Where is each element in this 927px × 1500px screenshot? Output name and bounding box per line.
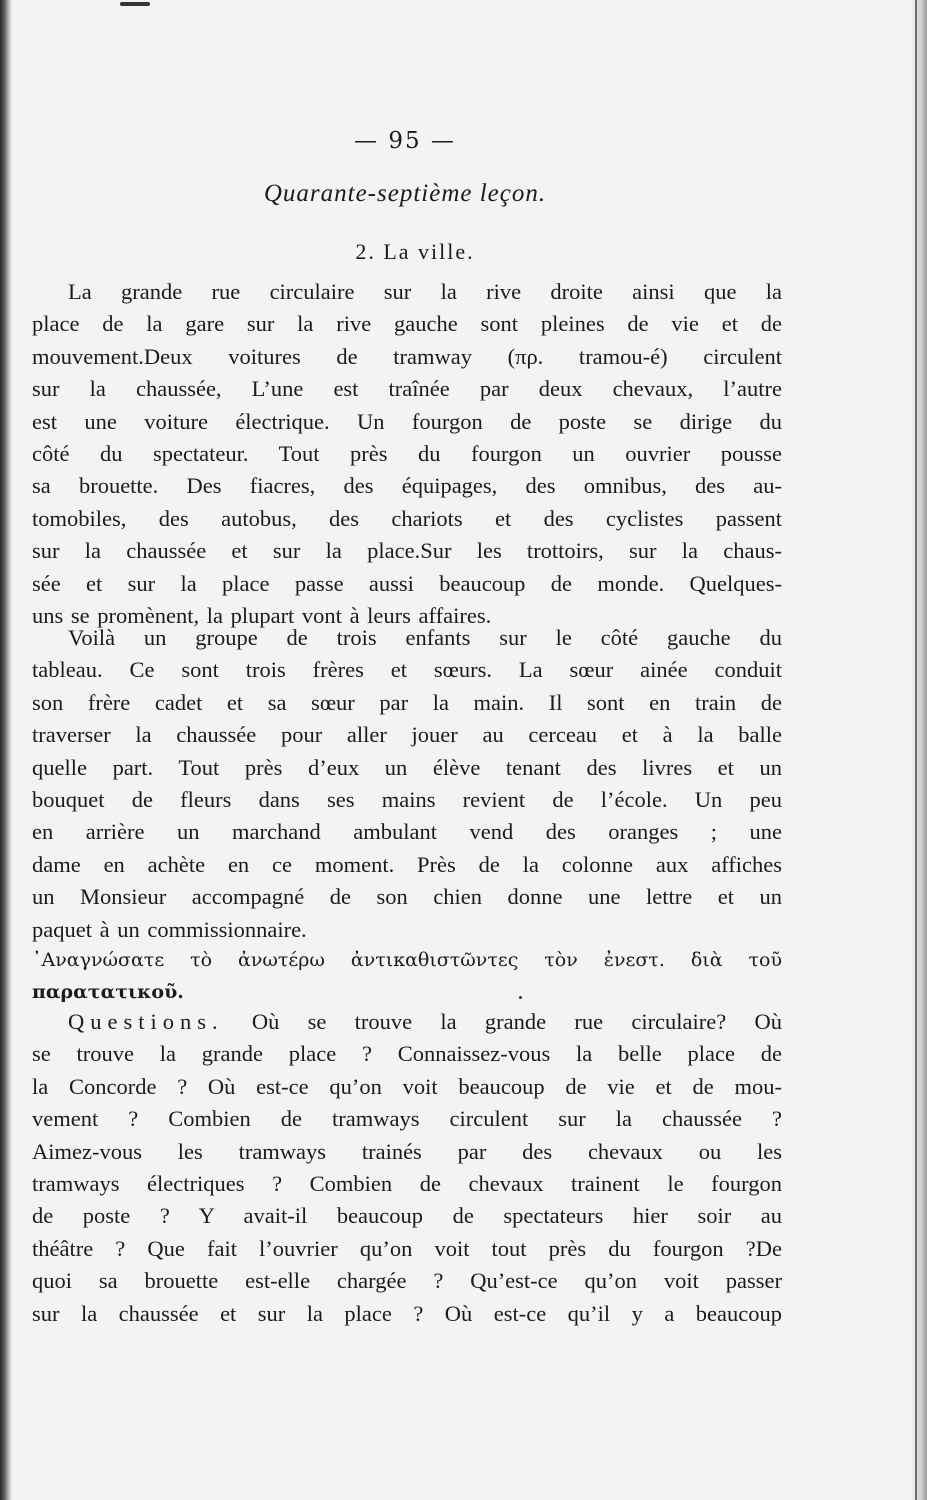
text-line: quoi sa brouette est-elle chargée ? Qu’est-ce qu’on voit passer [32, 1268, 782, 1294]
paragraph-city-description [32, 276, 782, 632]
text-line: sée et sur la place passe aussi beaucoup de monde. Quelques- [32, 570, 782, 596]
greek-line: παρατατικοῦ. [32, 981, 184, 1004]
greek-line: ᾿Αναγνώσατε τὸ ἀνωτέρω ἀντικαθιστῶντες τὸν ἐνεστ. διὰ τοῦ [32, 949, 782, 971]
questions-first-line [32, 1006, 782, 1038]
text-line: un Monsieur accompagné de son chien donne une lettre et un [32, 884, 782, 910]
text-line: place de la gare sur la rive gauche sont pleines de vie et de [32, 311, 782, 337]
text-line: dame en achète en ce moment. Près de la colonne aux affiches [32, 851, 782, 877]
text-line: traverser la chaussée pour aller jouer au cerceau et à la balle [32, 722, 782, 748]
text-line: quelle part. Tout près d’eux un élève tenant des livres et un [32, 754, 782, 780]
page-binding-shadow [0, 0, 12, 1500]
text-line: côté du spectateur. Tout près du fourgon un ouvrier pousse [32, 440, 782, 466]
text-line: mouvement.Deux voitures de tramway (πρ. tramou-é) circulent [32, 343, 782, 369]
text-line: son frère cadet et sa sœur par la main. Il sont en train de [32, 689, 782, 715]
text-line: théâtre ? Que fait l’ouvrier qu’on voit tout près du fourgon ?De [32, 1235, 782, 1261]
page-edge-shadow [911, 0, 927, 1500]
ink-speck [519, 996, 522, 999]
text-line: tramways électriques ? Combien de chevaux trainent le fourgon [32, 1170, 782, 1196]
text-line: vement ? Combien de tramways circulent sur la chaussée ? [32, 1106, 782, 1132]
ink-speck [120, 2, 150, 6]
greek-instruction [32, 944, 782, 1009]
text-line: La grande rue circulaire sur la rive droite ainsi que la [68, 279, 782, 304]
text-line: est une voiture électrique. Un fourgon de poste se dirige du [32, 408, 782, 434]
text-line: tableau. Ce sont trois frères et sœurs. La sœur ainée conduit [32, 657, 782, 683]
text-line: sur la chaussée et sur la place ? Où est-ce qu’il y a beaucoup [32, 1300, 782, 1326]
text-line: sa brouette. Des fiacres, des équipages, des omnibus, des au- [32, 473, 782, 499]
text-line: Voilà un groupe de trois enfants sur le côté gauche du [68, 625, 782, 650]
paragraph-children-scene [32, 622, 782, 946]
text-line: Où se trouve la grande rue circulaire? Où [251, 1009, 783, 1034]
text-line: Aimez-vous les tramways trainés par des chevaux ou les [32, 1138, 782, 1164]
text-line: sur la chaussée et sur la place.Sur les trottoirs, sur la chaus- [32, 538, 782, 564]
text-line: la Concorde ? Où est-ce qu’on voit beaucoup de vie et de mou- [32, 1073, 782, 1099]
questions-label: Questions. [68, 1009, 224, 1034]
questions-paragraph [32, 1006, 782, 1330]
lesson-title: Quarante-septième leçon. [263, 180, 547, 207]
text-line: sur la chaussée, L’une est traînée par deux chevaux, l’autre [32, 376, 782, 402]
text-line: paquet à un commissionnaire. [32, 916, 307, 942]
text-line: bouquet de fleurs dans ses mains revient de l’école. Un peu [32, 786, 782, 812]
text-line: se trouve la grande place ? Connaissez-vous la belle place de [32, 1041, 782, 1067]
text-line: de poste ? Y avait-il beaucoup de spectateurs hier soir au [32, 1203, 782, 1229]
text-line: uns se promènent, la plupart vont à leurs affaires. [32, 602, 492, 628]
page-number: — 95 — [354, 128, 456, 154]
text-line: tomobiles, des autobus, des chariots et des cyclistes passent [32, 505, 782, 531]
page-edge-line [915, 0, 917, 1500]
text-line: en arrière un marchand ambulant vend des oranges ; une [32, 819, 782, 845]
section-title: 2. La ville. [355, 239, 475, 264]
